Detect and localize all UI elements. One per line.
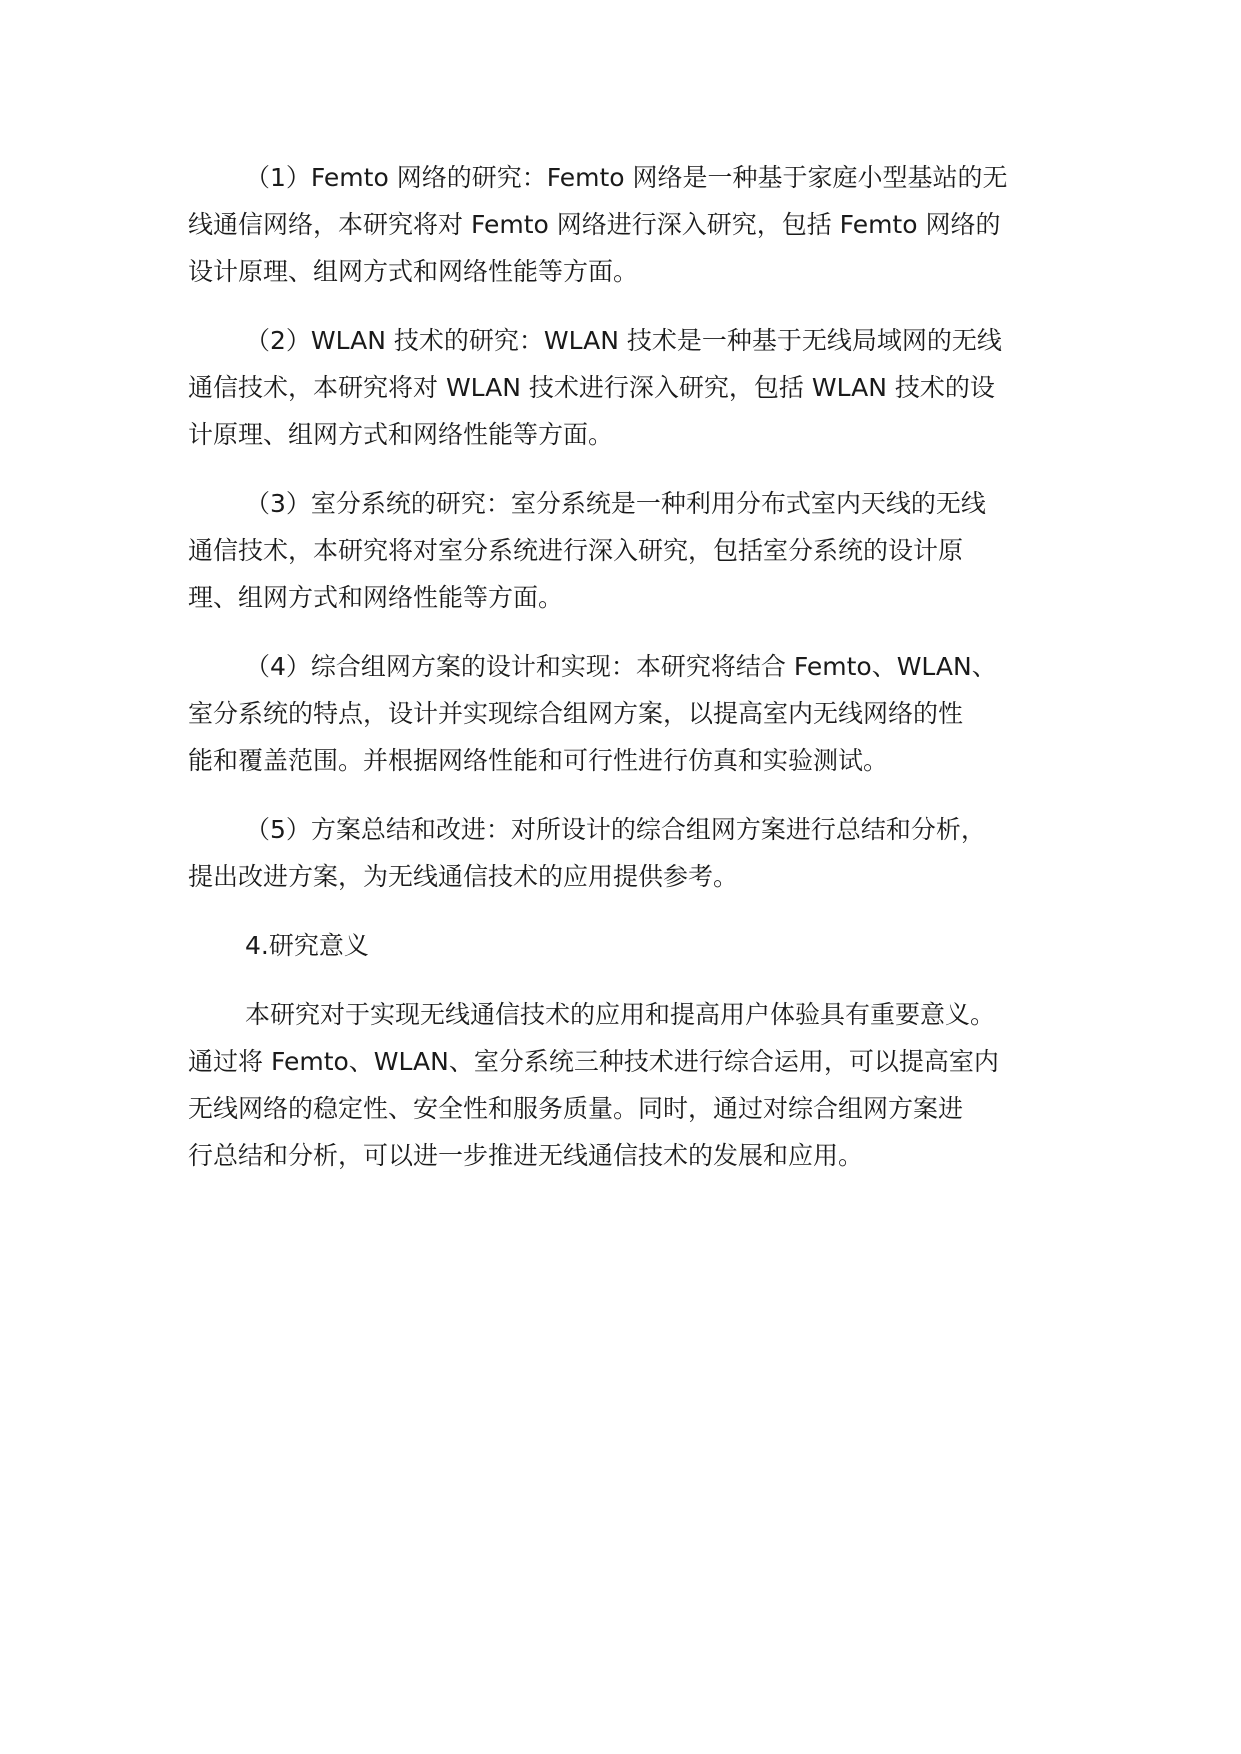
- text-line: 通信技术，本研究将对室分系统进行深入研究，包括室分系统的设计原: [188, 536, 964, 565]
- text-line: （3）室分系统的研究：室分系统是一种利用分布式室内天线的无线: [245, 489, 986, 518]
- text-line: 行总结和分析，可以进一步推进无线通信技术的发展和应用。: [188, 1141, 864, 1170]
- text-line: 室分系统的特点，设计并实现综合组网方案，以提高室内无线网络的性: [188, 699, 964, 728]
- text-line: （4）综合组网方案的设计和实现：本研究将结合 Femto、WLAN、: [245, 652, 997, 681]
- text-line: （1）Femto 网络的研究：Femto 网络是一种基于家庭小型基站的无: [245, 163, 1008, 192]
- heading-text: 4.研究意义: [245, 931, 369, 960]
- text-line: 通过将 Femto、WLAN、室分系统三种技术进行综合运用，可以提高室内: [188, 1047, 999, 1076]
- text-line: 理、组网方式和网络性能等方面。: [188, 583, 564, 612]
- text-line: （5）方案总结和改进：对所设计的综合组网方案进行总结和分析，: [245, 815, 986, 844]
- text-line: 能和覆盖范围。并根据网络性能和可行性进行仿真和实验测试。: [188, 746, 889, 775]
- text-line: 通信技术，本研究将对 WLAN 技术进行深入研究，包括 WLAN 技术的设: [188, 373, 995, 402]
- paragraph-wlan-research: [188, 317, 1068, 458]
- text-line: 无线网络的稳定性、安全性和服务质量。同时，通过对综合组网方案进: [188, 1094, 964, 1123]
- paragraph-integrated-design: [188, 643, 1068, 784]
- text-line: 线通信网络，本研究将对 Femto 网络进行深入研究，包括 Femto 网络的: [188, 210, 1001, 239]
- document-page: [188, 154, 1068, 1201]
- paragraph-summary-improvement: [188, 806, 1068, 900]
- paragraph-significance: [188, 991, 1068, 1179]
- text-line: 设计原理、组网方式和网络性能等方面。: [188, 257, 639, 286]
- text-line: 计原理、组网方式和网络性能等方面。: [188, 420, 614, 449]
- paragraph-das-research: [188, 480, 1068, 621]
- section-heading-research-significance: [188, 922, 1068, 969]
- paragraph-femto-research: [188, 154, 1068, 295]
- text-line: 提出改进方案，为无线通信技术的应用提供参考。: [188, 862, 739, 891]
- text-line: 本研究对于实现无线通信技术的应用和提高用户体验具有重要意义。: [245, 1000, 996, 1029]
- text-line: （2）WLAN 技术的研究：WLAN 技术是一种基于无线局域网的无线: [245, 326, 1002, 355]
